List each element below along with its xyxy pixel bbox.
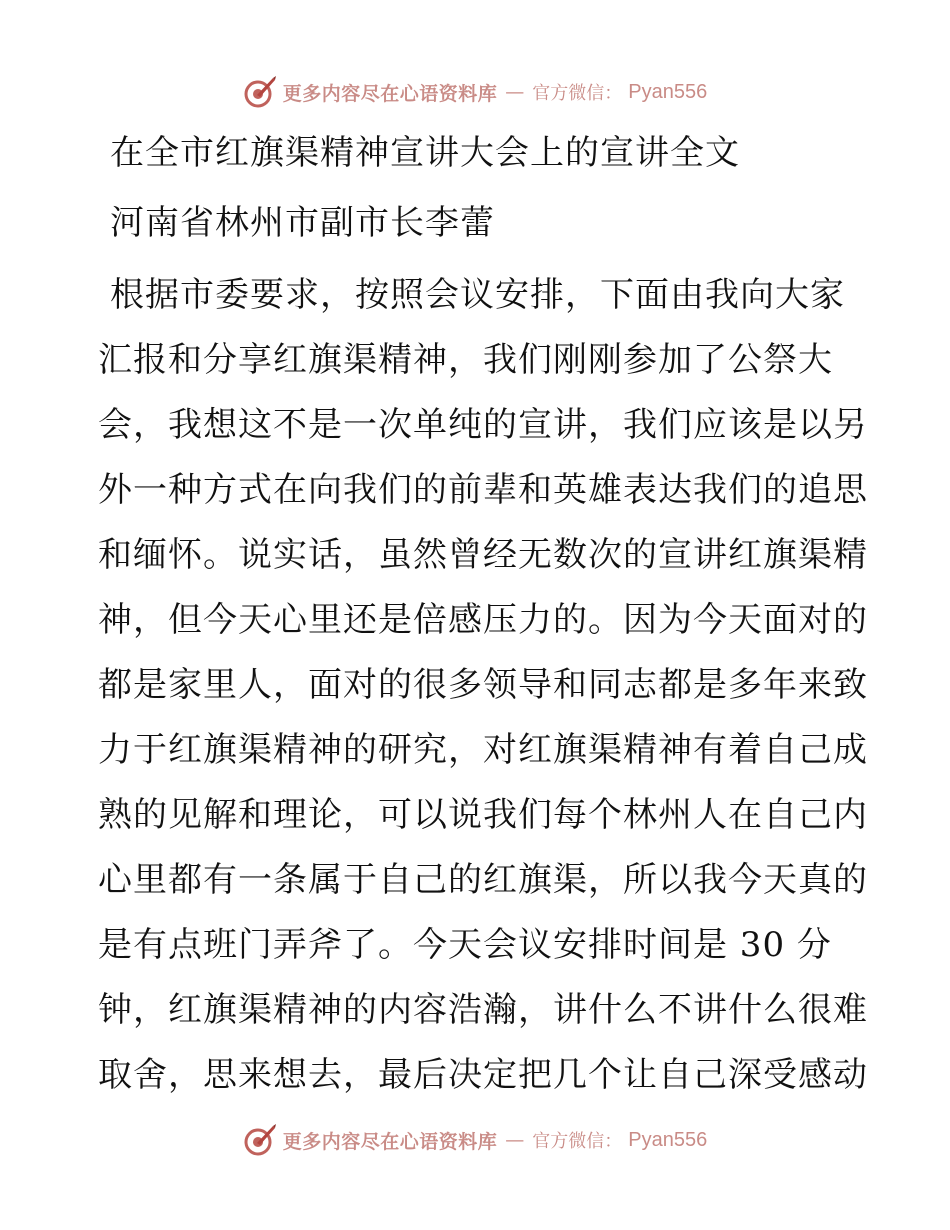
text-line: 熟的见解和理论，可以说我们每个林州人在自己内	[98, 795, 868, 835]
text-line: 都是家里人，面对的很多领导和同志都是多年来致	[98, 665, 868, 705]
text-line: 是有点班门弄斧了。今天会议安排时间是 30 分	[98, 925, 832, 965]
text-line: 心里都有一条属于自己的红旗渠，所以我今天真的	[98, 860, 868, 900]
text-line: 根据市委要求，按照会议安排，下面由我向大家	[110, 275, 845, 315]
text-line: 会，我想这不是一次单纯的宣讲，我们应该是以另	[98, 405, 868, 445]
wechat-id: Pyan556	[628, 1128, 708, 1151]
wechat-label: 官方微信：	[532, 83, 623, 104]
text-line: 和缅怀。说实话，虽然曾经无数次的宣讲红旗渠精	[98, 535, 868, 575]
document-title: 在全市红旗渠精神宣讲大会上的宣讲全文	[110, 133, 740, 173]
watermark-text: 更多内容尽在心语资料库	[282, 1130, 498, 1153]
text-line: 取舍，思来想去，最后决定把几个让自己深受感动	[98, 1055, 868, 1095]
document-author: 河南省林州市副市长李蕾	[110, 203, 495, 243]
header-watermark-banner	[0, 72, 950, 112]
quill-logo-icon	[243, 75, 277, 109]
text-line: 力于红旗渠精神的研究，对红旗渠精神有着自己成	[98, 730, 868, 770]
watermark-dash: —	[505, 81, 525, 103]
footer-watermark-banner	[0, 1120, 950, 1160]
quill-logo-icon	[243, 1123, 277, 1157]
body-paragraph	[98, 268, 868, 1113]
watermark-text: 更多内容尽在心语资料库	[282, 82, 498, 105]
wechat-id: Pyan556	[628, 80, 708, 103]
wechat-label: 官方微信：	[532, 1131, 623, 1152]
text-line: 神，但今天心里还是倍感压力的。因为今天面对的	[98, 600, 868, 640]
text-line: 钟，红旗渠精神的内容浩瀚，讲什么不讲什么很难	[98, 990, 868, 1030]
watermark-dash: —	[505, 1129, 525, 1151]
text-line: 汇报和分享红旗渠精神，我们刚刚参加了公祭大	[98, 340, 833, 380]
text-line: 外一种方式在向我们的前辈和英雄表达我们的追思	[98, 470, 868, 510]
